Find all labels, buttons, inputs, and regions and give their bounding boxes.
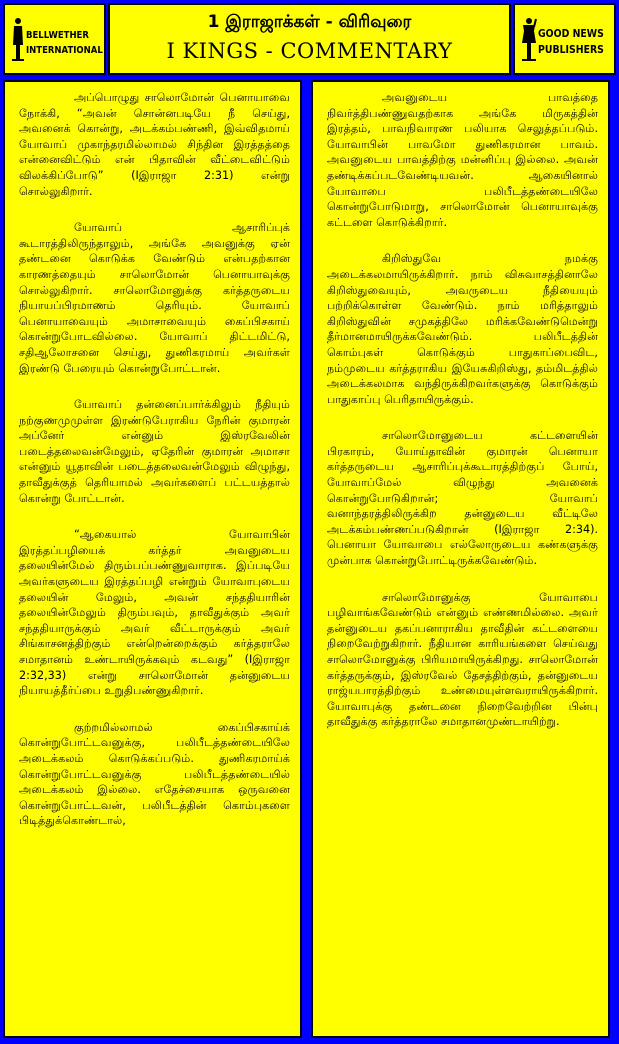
right-paragraph-2: கிறிஸ்துவே நமக்கு அடைக்கலமாயிருக்கிறார். நாம் விசுவாசத்தினாலே கிறிஸ்துவையும், அவருடைய நீதியையும் பற்றிக்கொள்ள வேண்டும். நாம் மரித்தாலும் கிறிஸ்துவின் சமுகத்திலே மரிக்கவேண்டுமென்று தீர்மானமாயிருக்கவேண்டும். பலிபீடத்தின் கொம்புகள் கொடுக்கும் பாதுகாப்பைவிட, நம்முடைய கர்த்தராகிய இயேசுகிறிஸ்து, தம்மிடத்தில் அடைக்கலமாக வந்திருக்கிறவர்களுக்கு கொடுக்கும் பாதுகாப்பு பெரிதாயிருக்கும். (327, 252, 598, 406)
title-banner (108, 3, 511, 75)
left-paragraph-2: யோவாப் ஆசாரிப்புக் கூடாரத்திலிருந்தாலும், அங்கே அவனுக்கு ஏன் தண்டனை கொடுக்க வேண்டும் என்பதற்கான காரணத்தையும் சாலொமோன் பெனாயாவுக்கு சொல்லுகிறார். சாலொமோனுக்கு கர்த்தருடைய நியாயப்பிரமாணம் தெரியும். யோவாப் பெனாயாவையும் அமாசாவையும் கைப்பிசகாய் கொன்றுபோடவில்லை. யோவாப் திட்டமிட்டு, சதிஆலோசனை செய்து, துணிகரமாய் அவர்கள் இரண்டு பேரையும் கொன்றுபோட்டான். (19, 221, 290, 375)
good-news-logo-line1: GOOD NEWS (538, 27, 604, 40)
bellwether-figure-icon (11, 17, 25, 61)
left-paragraph-5: குற்றமில்லாமல் கைப்பிசகாய்க் கொன்றுபோட்டவனுக்கு, பலிபீடத்தண்டையிலே அடைக்கலம் கொடுக்கப்படும். துணிகரமாய்க் கொன்றுபோட்டவனுக்கு பலிபீடத்தண்டையில் அடைக்கலம் இல்லை. எதேச்சையாக ஒருவனை கொன்றுபோட்டவன், பலிபீடத்தின் கொம்புகளை பிடித்துக்கொண்டால், (19, 720, 290, 828)
good-news-logo (513, 3, 616, 75)
left-paragraph-1: அப்பொழுது சாலொமோன் பெனாயாவை நோக்கி, “அவன் சொன்னபடியே நீ செய்து, அவனைக் கொன்று, அடக்கம்பண்ணி, இவ்விதமாய் யோவாப் முகாந்தரமில்லாமல் சிந்தின இரத்தத்தை என்னைவிட்டும் என் பிதாவின் வீட்டைவிட்டும் விலக்கிப்போடு” (Iஇராஜா 2:31) என்று சொல்லுகிறார். (19, 91, 290, 198)
right-column (311, 80, 610, 1038)
left-column (3, 80, 302, 1038)
bellwether-logo-line1: BELLWETHER (26, 30, 89, 41)
right-paragraph-4: சாலொமோனுக்கு யோவாபை பழிவாங்கவேண்டும் என்னும் எண்ணமில்லை. அவர் தன்னுடைய தகப்பனாராகிய தாவீதின் கட்டளையை நிறைவேற்றுகிறார். நீதியான காரியங்களை செய்வது சாலொமோனுக்கு பிரியமாயிருக்கிறது. சாலொமோன் கர்த்தருக்கும், இஸ்ரவேல் தேசத்திற்கும், தன்னுடைய ராஜ்யபாரத்திற்கும் உண்மையுள்ளவராயிருக்கிறார். யோவாபுக்கு தண்டனை நிறைவேற்றின பின்பு தாவீதுக்கு கர்த்தராலே சமாதானமுண்டாயிற்று. (327, 590, 598, 729)
right-paragraph-1: அவனுடைய பாவத்தை நிவர்த்திபண்ணுவதற்காக அங்கே மிருகத்தின் இரத்தம், பாவநிவாரண பலியாக செலுத்தப்படும். யோவாபின் பாவமோ துணிகரமான பாவம். அவனுடைய பாவத்திற்கு மன்னிப்பு இல்லை. அவன் தண்டிக்கப்படவேண்டியவன். ஆகையினால் யோவாபை பலிபீடத்தண்டையிலே கொன்றுபோடுமாறு, சாலொமோன் பெனாயாவுக்கு கட்டளை கொடுக்கிறார். (327, 91, 598, 229)
bellwether-logo (3, 3, 106, 75)
right-paragraph-3: சாலொமோனுடைய கட்டளையின் பிரகாரம், யோய்தாவின் குமாரன் பெனாயா கர்த்தருடைய ஆசாரிப்புக்கூடாரத்திற்குப் போய், யோவாப்மேல் விழுந்து அவனைக் கொன்றுபோடுகிறான்; யோவாப் வனாந்தரத்திலிருக்கிற தன்னுடைய வீட்டிலே அடக்கம்பண்ணப்படுகிறான் (Iஇராஜா 2:34). பெனாயா யோவாபை எல்லோருடைய கண்களுக்கு முன்பாக கொன்றுபோட்டிருக்கவேண்டும். (327, 429, 598, 568)
left-paragraph-3: யோவாப் தன்னைப்பார்க்கிலும் நீதியும் நற்குணமுமுள்ள இரண்டுபேராகிய நேரின் குமாரன் அப்னேர் என்னும் இஸ்ரவேலின் படைத்தலைவன்மேலும், ஏதேரின் குமாரன் அமாசா என்னும் யூதாவின் படைத்தலைவன்மேலும் விழுந்து, தாவீதுக்குத் தெரியாமல் அவர்களைப் பட்டயத்தால் கொன்று போட்டான். (19, 398, 290, 505)
good-news-logo-line2: PUBLISHERS (538, 43, 604, 56)
page-title-tamil: 1 இராஜாக்கள் - விரிவுரை (207, 12, 412, 32)
left-paragraph-4: “ஆகையால் யோவாபின் இரத்தப்பழியைக் கர்த்தர் அவனுடைய தலையின்மேல் திரும்பப்பண்ணுவாராக. இப்படியே அவர்களுடைய இரத்தப்பழி என்றும் யோவாபுடைய தலையின் மேலும், அவன் சந்ததியாரின் தலையின்மேலும் திரும்பவும், தாவீதுக்கும் அவர் சந்ததியாருக்கும் அவர் வீட்டாருக்கும் அவர் சிங்காசனத்திற்கும் என்றென்றைக்கும் கர்த்தராலே சமாதானம் உண்டாயிருக்கவும் கடவது” (Iஇராஜா 2:32,33) என்று சாலொமோன் தன்னுடைய நியாயத்தீர்ப்பை உறுதிபண்ணுகிறார். (19, 528, 290, 698)
good-news-figure-icon (521, 17, 537, 61)
bellwether-logo-line2: INTERNATIONAL (26, 45, 103, 56)
page-title-english: I KINGS - COMMENTARY (166, 39, 453, 63)
